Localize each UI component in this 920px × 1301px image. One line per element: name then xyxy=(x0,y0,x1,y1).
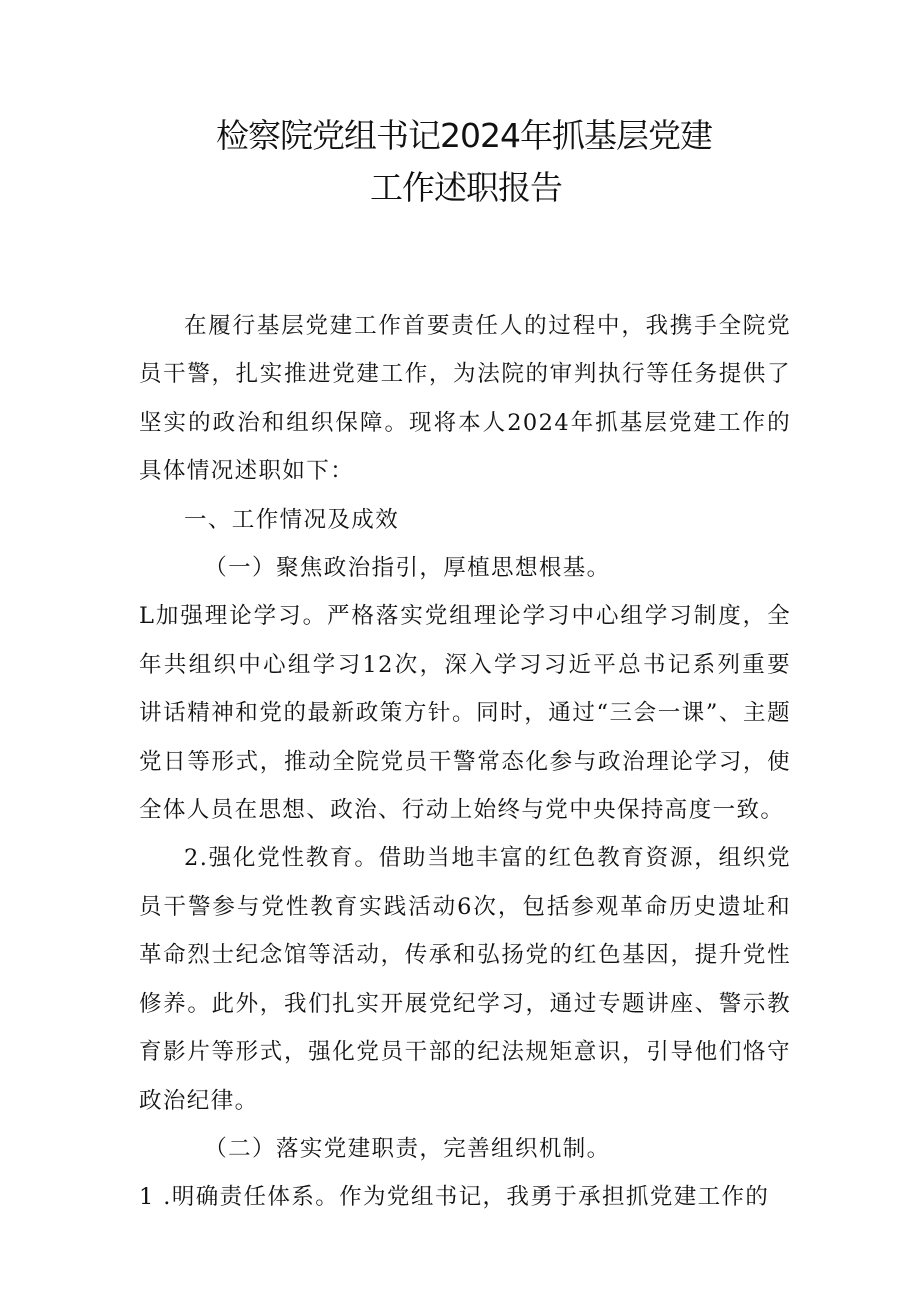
item-paragraph-1-1: L加强理论学习。严格落实党组理论学习中心组学习制度，全年共组织中心组学习12次，深入学习习近平总书记系列重要讲话精神和党的最新政策方针。同时，通过“三会一课”、主题党日等形式，推动全院党员干警常态化参与政治理论学习，使全体人员在思想、政治、行动上始终与党中央保持高度一致。 xyxy=(139,603,791,824)
subsection-heading-2: （二）落实党建职责，完善组织机制。 xyxy=(204,1135,611,1162)
item-paragraph-2-1: 1 .明确责任体系。作为党组书记，我勇于承担抓党建工作的 xyxy=(139,1184,770,1211)
item-paragraph-1-2: 2.强化党性教育。借助当地丰富的红色教育资源，组织党员干警参与党性教育实践活动6次，包括参观革命历史遗址和革命烈士纪念馆等活动，传承和弘扬党的红色基因，提升党性修养。此外，我们扎实开展党纪学习，通过专题讲座、警示教育影片等形式，强化党员干部的纪法规矩意识，引导他们恪守政治纪律。 xyxy=(139,845,791,1114)
title-line-1: 检察院党组书记2024年抓基层党建 xyxy=(216,116,712,155)
document-body xyxy=(139,302,791,1222)
section-heading-1: 一、工作情况及成效 xyxy=(184,506,400,533)
intro-paragraph: 在履行基层党建工作首要责任人的过程中，我携手全院党员干警，扎实推进党建工作，为法院的审判执行等任务提供了坚实的政治和组织保障。现将本人2024年抓基层党建工作的具体情况述职如下： xyxy=(139,313,791,485)
document-title xyxy=(0,110,920,214)
subsection-heading-1: （一）聚焦政治指引，厚植思想根基。 xyxy=(204,555,611,582)
title-line-2: 工作述职报告 xyxy=(370,168,562,207)
